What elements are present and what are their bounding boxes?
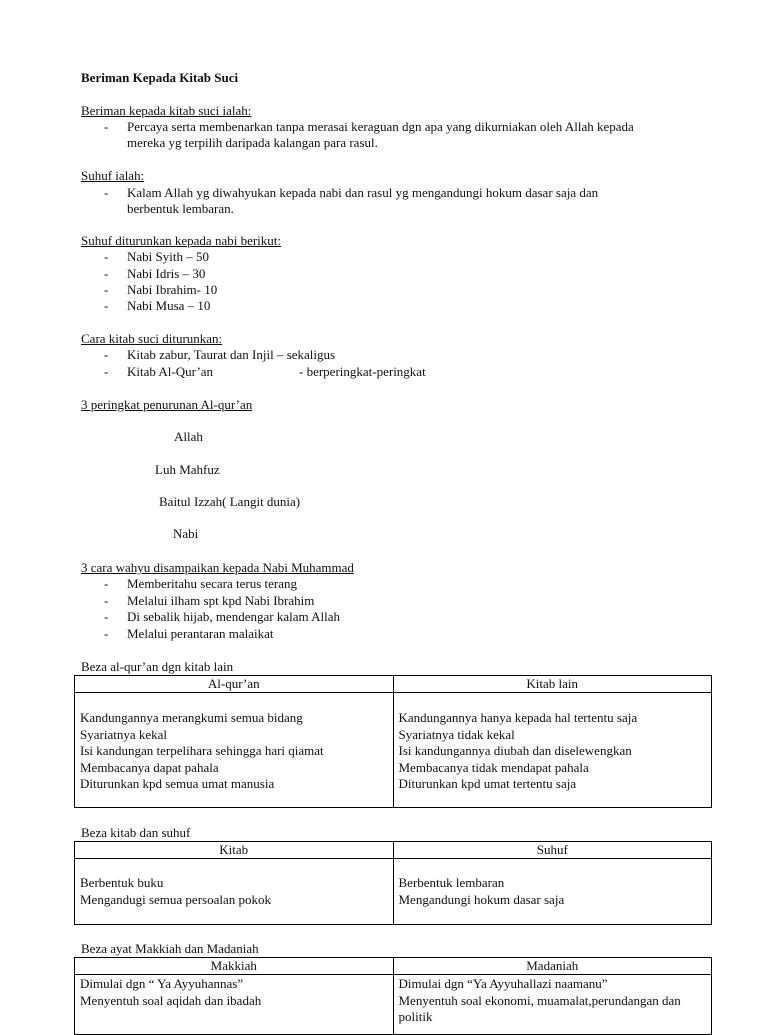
table-cell <box>75 693 394 808</box>
column-header-madaniah: Madaniah <box>393 958 712 975</box>
cell-line: Isi kandungannya diubah dan diselewengkan <box>398 743 632 758</box>
column-header-kitab-lain: Kitab lain <box>393 676 712 693</box>
list-item-text: Melalui ilham spt kpd Nabi Ibrahim <box>127 593 315 608</box>
list-item-text: Nabi Idris – 30 <box>127 266 206 281</box>
list-item-text: Di sebalik hijab, mendengar kalam Allah <box>127 609 340 624</box>
level-allah: Allah <box>174 429 203 444</box>
column-header-suhuf: Suhuf <box>393 842 712 859</box>
cell-line: Kandungannya merangkumi semua bidang <box>80 710 303 725</box>
bullet-dash: - <box>104 593 109 608</box>
list-item-text: Kitab Al-Qur’an <box>127 364 214 379</box>
bullet-dash: - <box>104 576 109 591</box>
bullet-dash: - <box>104 298 109 313</box>
cell-line: Diturunkan kpd semua umat manusia <box>80 776 275 791</box>
bullet-dash: - <box>104 626 109 641</box>
bullet-dash: - <box>104 185 109 200</box>
cell-line: politik <box>398 1009 433 1024</box>
cell-line: Dimulai dgn “ Ya Ayyuhannas” <box>80 976 244 991</box>
cell-line: Diturunkan kpd umat tertentu saja <box>398 776 577 791</box>
table-cell <box>75 859 394 925</box>
table-header-row <box>75 842 712 859</box>
column-header-quran: Al-qur’an <box>75 676 394 693</box>
cell-line: Syariatnya tidak kekal <box>398 726 515 742</box>
bullet-dash: - <box>104 249 109 264</box>
beriman-heading: Beriman kepada kitab suci ialah: <box>81 103 252 118</box>
level-nabi: Nabi <box>173 526 199 541</box>
list-item-text: Nabi Ibrahim- 10 <box>127 282 218 297</box>
table-row <box>75 859 712 925</box>
bullet-dash: - <box>104 364 109 379</box>
bullet-dash: - <box>104 266 109 281</box>
table-header-row <box>75 958 712 975</box>
level-baitul-izzah: Baitul Izzah( Langit dunia) <box>159 494 301 509</box>
table-row <box>75 975 712 1035</box>
cara-turun-heading: Cara kitab suci diturunkan: <box>81 331 223 346</box>
list-item-text: Memberitahu secara terus terang <box>127 576 298 591</box>
table3-caption: Beza ayat Makkiah dan Madaniah <box>81 941 259 956</box>
cell-line: Mengandugi semua persoalan pokok <box>80 891 271 907</box>
list-item-text: Percaya serta membenarkan tanpa merasai keraguan dgn apa yang dikurniakan oleh Allah kepada <box>127 119 634 134</box>
table2-caption: Beza kitab dan suhuf <box>81 825 191 840</box>
list-item-text: Kitab zabur, Taurat dan Injil – sekaligus <box>127 347 336 362</box>
page-title: Beriman Kepada Kitab Suci <box>81 70 239 85</box>
table-header-row <box>75 676 712 693</box>
bullet-dash: - <box>104 347 109 362</box>
table-cell <box>393 975 712 1035</box>
list-item-text: mereka yg terpilih daripada kalangan para rasul. <box>127 135 378 150</box>
cell-line: Kandungannya hanya kepada hal tertentu saja <box>398 710 638 725</box>
list-item-text: berbentuk lembaran. <box>127 201 234 216</box>
list-item-text: Kalam Allah yg diwahyukan kepada nabi dan rasul yg mengandungi hokum dasar saja dan <box>127 185 599 200</box>
cell-line: Membacanya dapat pahala <box>80 759 219 775</box>
table-kitab-vs-suhuf <box>74 841 712 925</box>
cell-line: Isi kandungan terpelihara sehingga hari qiamat <box>80 743 324 758</box>
column-header-makkiah: Makkiah <box>75 958 394 975</box>
table-cell <box>393 859 712 925</box>
table1-caption: Beza al-qur’an dgn kitab lain <box>81 659 234 674</box>
wahyu-heading: 3 cara wahyu disampaikan kepada Nabi Muhammad <box>81 560 354 575</box>
table-cell <box>393 693 712 808</box>
cell-line: Berbentuk lembaran <box>398 875 505 890</box>
table-row <box>75 693 712 808</box>
cell-line: Syariatnya kekal <box>80 726 167 742</box>
table-cell <box>75 975 394 1035</box>
cell-line: Mengandungi hokum dasar saja <box>398 891 565 907</box>
column-header-kitab: Kitab <box>75 842 394 859</box>
suhuf-heading: Suhuf ialah: <box>81 168 145 183</box>
list-item-text: Melalui perantaran malaikat <box>127 626 274 641</box>
level-luh-mahfuz: Luh Mahfuz <box>155 462 220 477</box>
cell-line: Berbentuk buku <box>80 875 164 890</box>
table-makkiah-vs-madaniah <box>74 957 712 1035</box>
bullet-dash: - <box>104 119 109 134</box>
peringkat-heading: 3 peringkat penurunan Al-qur’an <box>81 397 253 412</box>
bullet-dash: - <box>104 282 109 297</box>
table-quran-vs-kitab-lain <box>74 675 712 808</box>
list-item-text: Nabi Musa – 10 <box>127 298 211 313</box>
cell-line: Dimulai dgn “Ya Ayyuhallazi naamanu” <box>398 976 608 991</box>
cell-line: Menyentuh soal aqidah dan ibadah <box>80 992 262 1008</box>
bullet-dash: - <box>104 609 109 624</box>
list-item-note: - berperingkat-peringkat <box>299 364 426 379</box>
list-item-text: Nabi Syith – 50 <box>127 249 209 264</box>
suhuf-nabi-heading: Suhuf diturunkan kepada nabi berikut: <box>81 233 282 248</box>
cell-line: Menyentuh soal ekonomi, muamalat,perundangan dan <box>398 992 681 1008</box>
cell-line: Membacanya tidak mendapat pahala <box>398 759 589 775</box>
